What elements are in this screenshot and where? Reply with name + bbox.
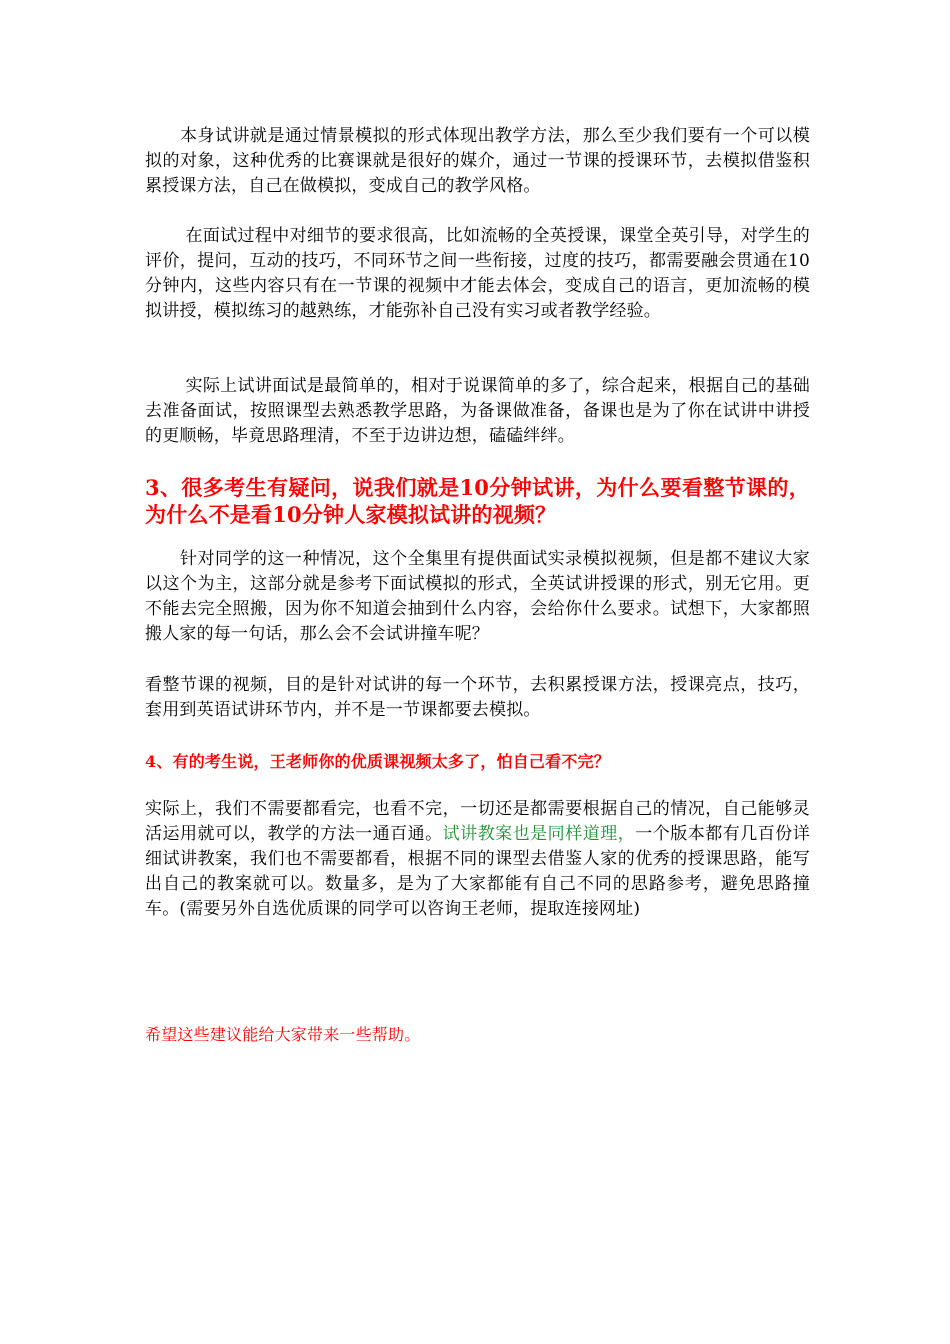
- paragraph-3: 实际上试讲面试是最简单的，相对于说课简单的多了，综合起来，根据自己的基础 去准备面试，按照课型去熟悉教学思路，为备课做准备，备课也是为了你在试讲中讲授的更顺畅，毕竟思路理清，不至于边讲边想，磕磕绊绊。: [145, 376, 828, 446]
- paragraph-2: 在面试过程中对细节的要求很高，比如流畅的全英授课，课堂全英引导，对学生的评价，提问，互动的技巧，不同环节之间一些衔接，过度的技巧，都需要融会贯通在10分钟内，这些内容只有在一节课的视频中才能去体会，变成自己的语言，更加流畅的模拟讲授，模拟练习的越熟练，才能弥补自己没有实习或者教学经验。: [145, 226, 810, 321]
- paragraph-4: 针对同学的这一种情况，这个全集里有提供面试实录模拟视频，但是都不建议大家以这个为主，这部分就是参考下面试模拟的形式，全英试讲授课的形式，别无它用。更不能去完全照搬，因为你不知道会抽到什么内容，会给你什么要求。试想下，大家都照搬人家的每一句话，那么会不会试讲撞车呢？: [145, 549, 810, 644]
- paragraph-5: 看整节课的视频，目的是针对试讲的每一个环节，去积累授课方法，授课亮点，技巧，套用到英语试讲环节内，并不是一节课都要去模拟。: [145, 675, 810, 720]
- heading-question-4: 4、有的考生说，王老师你的优质课视频太多了，怕自己看不完？: [145, 752, 610, 771]
- heading-question-3: 3、很多考生有疑问，说我们就是10分钟试讲，为什么要看整节课的，为什么不是看10分钟人家模拟试讲的视频？: [145, 475, 810, 527]
- paragraph-6-text-start: 实际上，我们不需要都看完，也看不完，一切还是都需要根据自己的情况，自己能够灵活运用就可以，教学的方法一通百通。: [145, 799, 810, 844]
- closing-remark: 希望这些建议能给大家带来一些帮助。: [145, 1025, 421, 1044]
- paragraph-6: [145, 797, 810, 922]
- paragraph-1: 本身试讲就是通过情景模拟的形式体现出教学方法，那么至少我们要有一个可以模拟的对象，这种优秀的比赛课就是很好的媒介，通过一节课的授课环节，去模拟借鉴积累授课方法，自己在做模拟，变成自己的教学风格。: [145, 126, 810, 196]
- paragraph-6-highlight: 试讲教案也是同样道理，: [442, 824, 636, 844]
- paragraph-6-text-end: 一个版本都有几百份详细试讲教案，我们也不需要都看，根据不同的课型去借鉴人家的优秀的授课思路，能写出自己的教案就可以。数量多，是为了大家都能有自己不同的思路参考，避免思路撞车。(需要另外自选优质课的同学可以咨询王老师，提取连接网址): [145, 824, 811, 919]
